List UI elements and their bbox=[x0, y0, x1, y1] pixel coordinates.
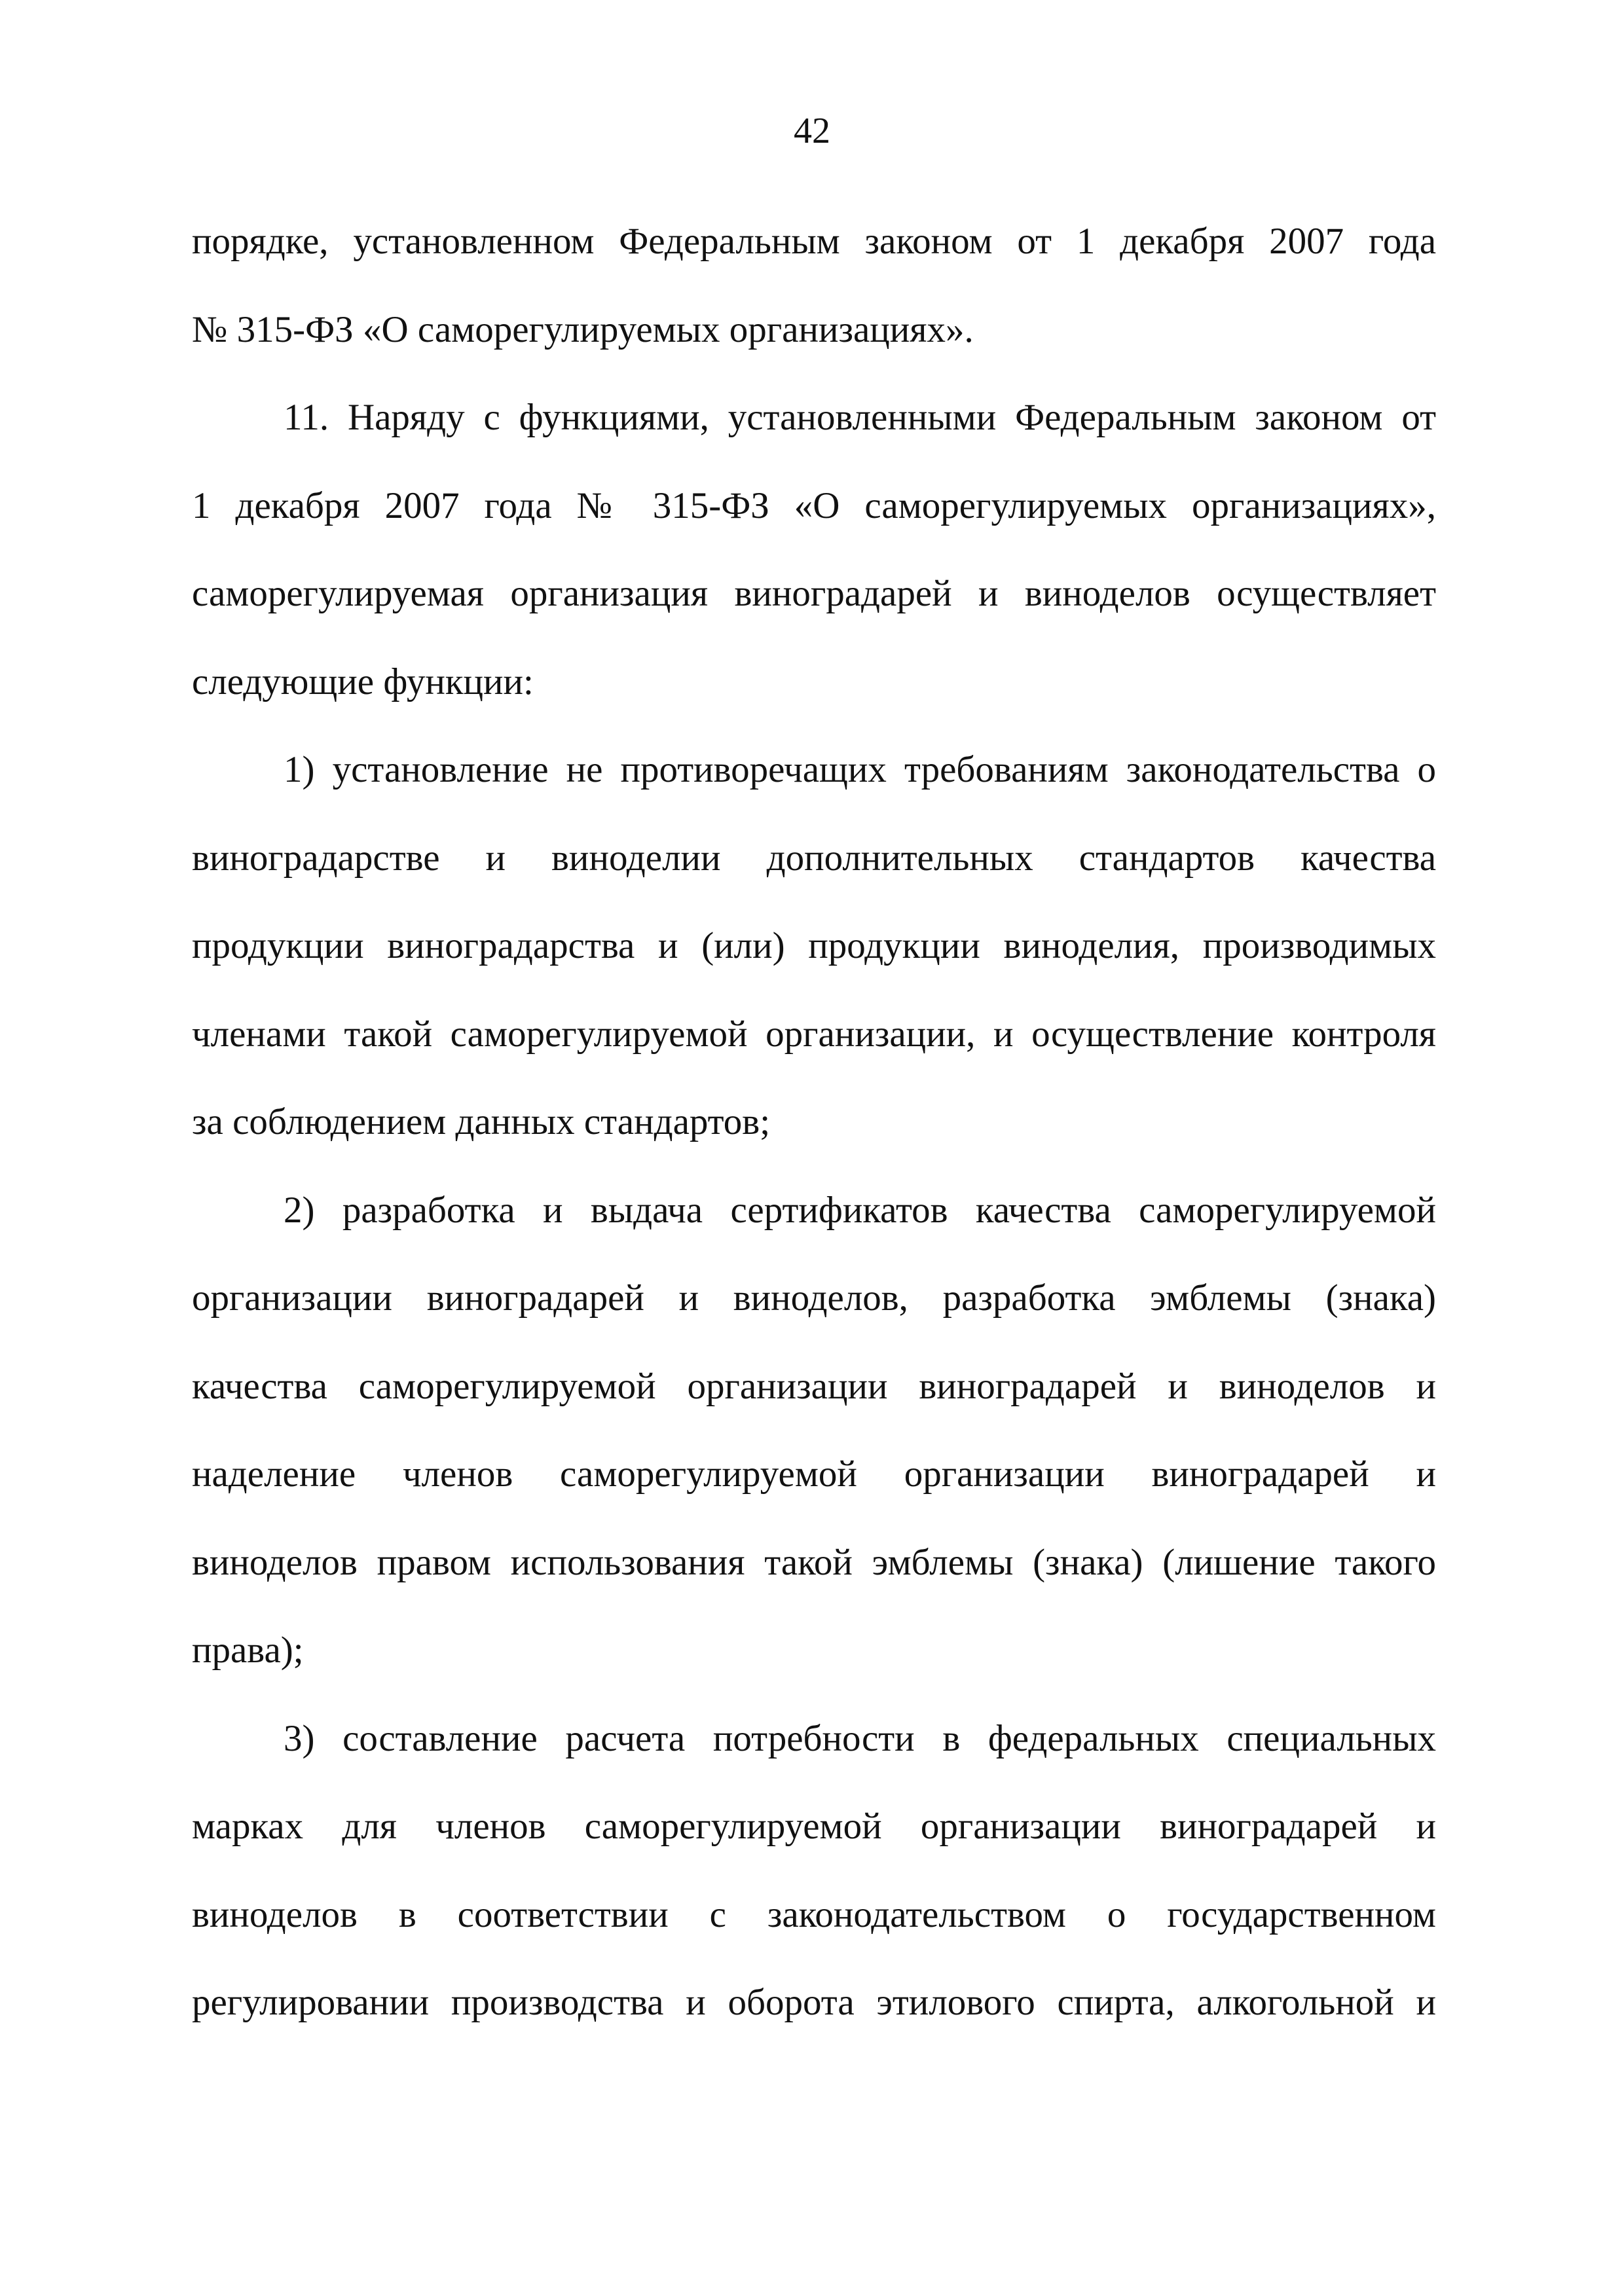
text-line: следующие функции: bbox=[192, 661, 534, 702]
text-line: за соблюдением данных стандартов; bbox=[192, 1101, 771, 1142]
text-line: виноделов правом использования такой эмблемы (знака) (лишение такого bbox=[192, 1541, 1436, 1583]
document-body bbox=[192, 198, 1436, 2047]
text-line: № 315-ФЗ «О саморегулируемых организациях». bbox=[192, 308, 974, 350]
text-line: виноделов в соответствии с законодательством о государственном bbox=[192, 1893, 1436, 1935]
text-line: организации виноградарей и виноделов, разработка эмблемы (знака) bbox=[192, 1277, 1436, 1319]
text-line: качества саморегулируемой организации виноградарей и виноделов и bbox=[192, 1365, 1436, 1407]
text-line: виноградарстве и виноделии дополнительных стандартов качества bbox=[192, 837, 1436, 879]
text-line: порядке, установленном Федеральным законом от 1 декабря 2007 года bbox=[192, 221, 1436, 262]
text-line: регулировании производства и оборота этилового спирта, алкогольной и bbox=[192, 1982, 1436, 2023]
list-item-1-start-line: 1) установление не противоречащих требованиям законодательства о bbox=[284, 749, 1436, 790]
page-number: 42 bbox=[794, 111, 830, 151]
list-item-3-start-line: 3) составление расчета потребности в федеральных специальных bbox=[284, 1717, 1436, 1759]
text-line: продукции виноградарства и (или) продукции виноделия, производимых bbox=[192, 925, 1436, 966]
text-line: саморегулируемая организация виноградарей и виноделов осуществляет bbox=[192, 573, 1436, 614]
paragraph-start-line: 11. Наряду с функциями, установленными Федеральным законом от bbox=[284, 397, 1436, 438]
text-line: членами такой саморегулируемой организации, и осуществление контроля bbox=[192, 1013, 1436, 1055]
text-line: марках для членов саморегулируемой организации виноградарей и bbox=[192, 1806, 1436, 1847]
text-line: права); bbox=[192, 1630, 304, 1671]
text-line: 1 декабря 2007 года № 315-ФЗ «О саморегулируемых организациях», bbox=[192, 484, 1436, 526]
list-item-2-start-line: 2) разработка и выдача сертификатов качества саморегулируемой bbox=[284, 1189, 1436, 1231]
text-line: наделение членов саморегулируемой организации виноградарей и bbox=[192, 1453, 1436, 1495]
